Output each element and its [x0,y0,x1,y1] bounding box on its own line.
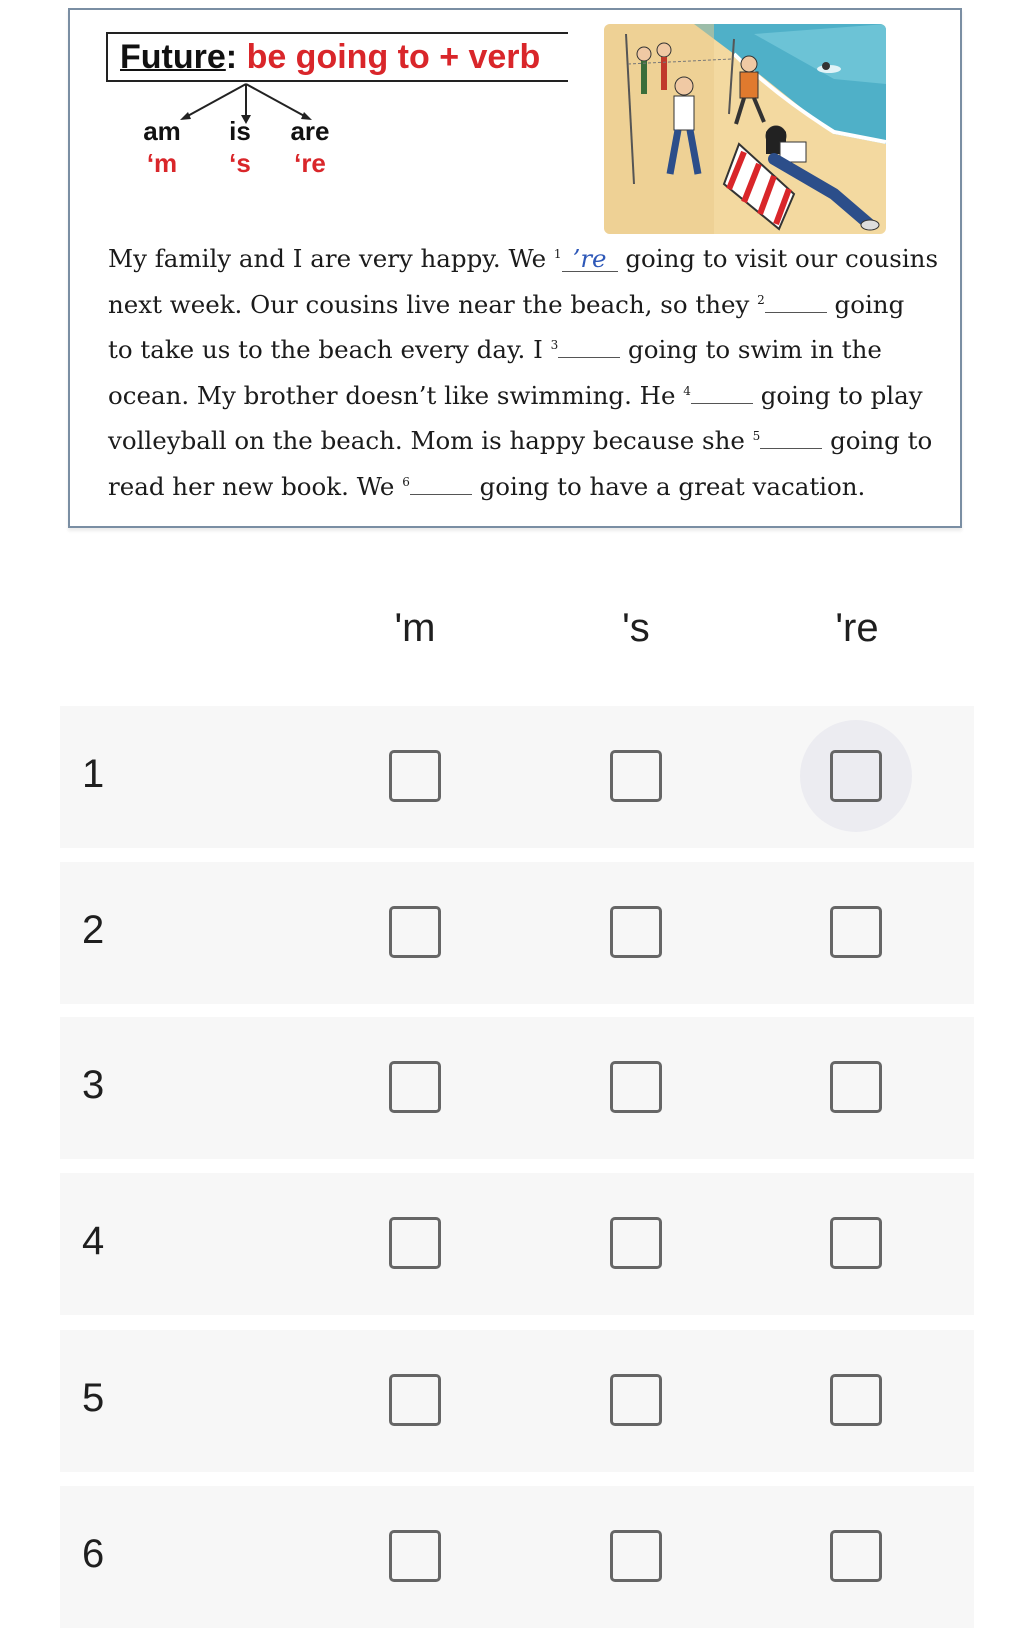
blank-5 [760,428,822,449]
form-are: are [290,116,330,146]
grid-row [60,706,974,848]
checkbox-6-re[interactable] [830,1530,882,1582]
checkbox-1-m[interactable] [389,750,441,802]
passage-text: going to have a great vacation. [471,471,866,501]
row-label: 2 [82,908,105,952]
checkbox-3-m[interactable] [389,1061,441,1113]
passage-text: ocean. My brother doesn’t like swimming. He [108,380,684,410]
blank-number-2: 2 [757,292,765,307]
checkbox-6-s[interactable] [610,1530,662,1582]
form-am: am [143,116,181,146]
passage-line-5 [108,418,944,464]
blank-6 [410,474,472,495]
passage-text: volleyball on the beach. Mom is happy because she [108,426,753,455]
blank-number-6: 6 [402,474,410,489]
checkbox-6-m[interactable] [389,1530,441,1582]
checkbox-2-m[interactable] [389,906,441,958]
passage-text: going [826,289,905,319]
row-label: 5 [82,1376,105,1420]
checkbox-3-re[interactable] [830,1061,882,1113]
passage-line-4 [108,373,944,419]
passage-text: next week. Our cousins live near the beach, so they [108,289,758,319]
grid-row [60,862,974,1004]
form-m-contraction: ‘m [146,148,178,178]
passage-text: going to swim in the [620,335,882,364]
exercise-card [68,8,962,528]
checkbox-5-s[interactable] [610,1374,662,1426]
title-structure: be going to + verb [246,38,541,76]
title-future: Future [120,38,226,76]
passage-line-2 [108,282,944,328]
row-label: 6 [82,1532,105,1576]
grid-row [60,1486,974,1628]
checkbox-1-re[interactable] [830,750,882,802]
grid-row [60,1017,974,1159]
checkbox-2-re[interactable] [830,906,882,958]
checkbox-4-re[interactable] [830,1217,882,1269]
checkbox-4-m[interactable] [389,1217,441,1269]
checkbox-4-s[interactable] [610,1217,662,1269]
form-is: is [229,116,251,146]
row-label: 3 [82,1063,105,1107]
branch-arrows [170,82,370,132]
blank-number-5: 5 [752,428,761,443]
passage-text: going to visit our cousins [617,244,939,273]
blank-number-3: 3 [550,337,559,352]
title-colon: : [225,38,238,76]
passage [108,236,944,509]
grid-row [60,1330,974,1472]
beach-scene-illustration [604,24,886,234]
form-s-contraction: ‘s [229,148,251,178]
blank-4 [691,383,753,404]
form-re-contraction: ‘re [294,148,326,178]
blank-3 [558,337,620,358]
passage-text: read her new book. We [108,471,403,501]
passage-line-1 [108,236,944,282]
row-label: 4 [82,1219,105,1263]
grid-row [60,1173,974,1315]
checkbox-3-s[interactable] [610,1061,662,1113]
passage-text: going to play [752,380,923,410]
checkbox-5-m[interactable] [389,1374,441,1426]
passage-line-6 [108,464,944,510]
row-label: 1 [82,752,105,796]
column-header-re: 're [835,606,879,650]
answer-1-example: ’re [562,247,618,272]
blank-number-1: 1 [553,246,562,261]
passage-text: going to [822,426,933,455]
passage-text: My family and I are very happy. We [108,244,554,273]
checkbox-2-s[interactable] [610,906,662,958]
passage-text: to take us to the beach every day. I [108,335,551,364]
checkbox-5-re[interactable] [830,1374,882,1426]
grammar-title [120,38,540,77]
blank-number-4: 4 [683,383,691,398]
passage-line-3 [108,327,944,373]
checkbox-1-s[interactable] [610,750,662,802]
blank-2 [765,292,827,313]
column-header-s: 's [622,606,650,650]
column-header-m: 'm [394,606,436,650]
